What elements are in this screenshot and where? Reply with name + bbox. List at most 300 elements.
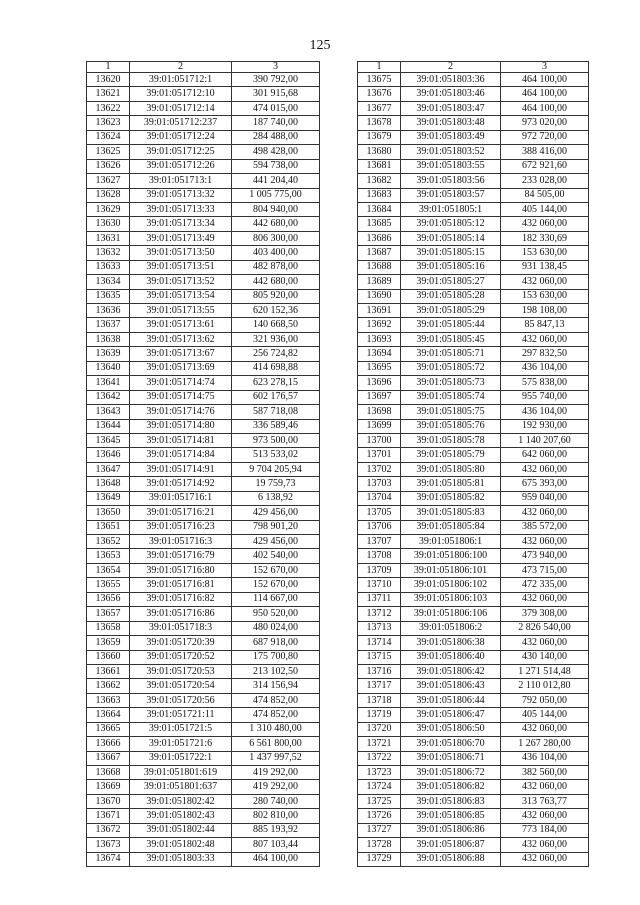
cadastral-number-cell: 39:01:051716:81 <box>130 578 232 592</box>
value-cell: 313 763,77 <box>501 794 589 808</box>
table-row <box>87 636 320 650</box>
value-cell: 1 437 997,52 <box>232 751 320 765</box>
cadastral-number-cell: 39:01:051806:82 <box>401 780 501 794</box>
row-number-cell: 13712 <box>358 607 401 621</box>
table-row <box>87 607 320 621</box>
value-cell: 804 940,00 <box>232 202 320 216</box>
table-row <box>87 751 320 765</box>
cadastral-number-cell: 39:01:051721:5 <box>130 722 232 736</box>
table-row <box>358 289 589 303</box>
row-number-cell: 13659 <box>87 636 130 650</box>
cadastral-number-cell: 39:01:051713:62 <box>130 332 232 346</box>
value-cell: 432 060,00 <box>501 780 589 794</box>
table-row <box>87 246 320 260</box>
table-row <box>87 549 320 563</box>
table-row <box>87 477 320 491</box>
table-row <box>87 101 320 115</box>
value-cell: 798 901,20 <box>232 520 320 534</box>
row-number-cell: 13667 <box>87 751 130 765</box>
cadastral-number-cell: 39:01:051713:33 <box>130 202 232 216</box>
row-number-cell: 13647 <box>87 462 130 476</box>
cadastral-number-cell: 39:01:051801:637 <box>130 780 232 794</box>
value-cell: 885 193,92 <box>232 823 320 837</box>
value-cell: 84 505,00 <box>501 188 589 202</box>
column-header-1: 1 <box>358 62 401 73</box>
table-row <box>87 174 320 188</box>
cadastral-number-cell: 39:01:051714:84 <box>130 448 232 462</box>
column-header-2: 2 <box>130 62 232 73</box>
row-number-cell: 13704 <box>358 491 401 505</box>
cadastral-number-cell: 39:01:051716:21 <box>130 506 232 520</box>
row-number-cell: 13672 <box>87 823 130 837</box>
row-number-cell: 13649 <box>87 491 130 505</box>
cadastral-number-cell: 39:01:051712:24 <box>130 130 232 144</box>
row-number-cell: 13705 <box>358 506 401 520</box>
cadastral-number-cell: 39:01:051714:80 <box>130 419 232 433</box>
cadastral-number-cell: 39:01:051713:51 <box>130 260 232 274</box>
value-cell: 336 589,46 <box>232 419 320 433</box>
row-number-cell: 13721 <box>358 737 401 751</box>
row-number-cell: 13692 <box>358 318 401 332</box>
table-row <box>358 116 589 130</box>
row-number-cell: 13698 <box>358 405 401 419</box>
table-row <box>87 852 320 866</box>
value-cell: 2 110 012,80 <box>501 679 589 693</box>
value-cell: 687 918,00 <box>232 636 320 650</box>
value-cell: 482 878,00 <box>232 260 320 274</box>
table-row <box>87 347 320 361</box>
value-cell: 432 060,00 <box>501 592 589 606</box>
row-number-cell: 13688 <box>358 260 401 274</box>
cadastral-number-cell: 39:01:051802:44 <box>130 823 232 837</box>
table-row <box>87 304 320 318</box>
table-row <box>358 679 589 693</box>
table-row <box>358 751 589 765</box>
column-header-3: 3 <box>232 62 320 73</box>
cadastral-number-cell: 39:01:051713:54 <box>130 289 232 303</box>
value-cell: 575 838,00 <box>501 376 589 390</box>
cadastral-number-cell: 39:01:051803:36 <box>401 73 501 87</box>
row-number-cell: 13661 <box>87 664 130 678</box>
value-cell: 474 852,00 <box>232 708 320 722</box>
value-cell: 432 060,00 <box>501 462 589 476</box>
value-cell: 480 024,00 <box>232 621 320 635</box>
row-number-cell: 13696 <box>358 376 401 390</box>
table-row <box>358 563 589 577</box>
value-cell: 19 759,73 <box>232 477 320 491</box>
table-row <box>358 693 589 707</box>
row-number-cell: 13644 <box>87 419 130 433</box>
cadastral-number-cell: 39:01:051712:1 <box>130 73 232 87</box>
cadastral-number-cell: 39:01:051803:48 <box>401 116 501 130</box>
table-row <box>358 390 589 404</box>
table-row <box>358 636 589 650</box>
table-row <box>87 823 320 837</box>
value-cell: 473 715,00 <box>501 563 589 577</box>
value-cell: 773 184,00 <box>501 823 589 837</box>
cadastral-number-cell: 39:01:051805:15 <box>401 246 501 260</box>
table-row <box>87 563 320 577</box>
table-row <box>87 145 320 159</box>
value-cell: 464 100,00 <box>232 852 320 866</box>
cadastral-number-cell: 39:01:051806:88 <box>401 852 501 866</box>
row-number-cell: 13729 <box>358 852 401 866</box>
row-number-cell: 13646 <box>87 448 130 462</box>
value-cell: 153 630,00 <box>501 289 589 303</box>
table-row <box>358 145 589 159</box>
cadastral-number-cell: 39:01:051806:40 <box>401 650 501 664</box>
value-cell: 805 920,00 <box>232 289 320 303</box>
value-cell: 432 060,00 <box>501 852 589 866</box>
table-row <box>358 737 589 751</box>
row-number-cell: 13645 <box>87 433 130 447</box>
row-number-cell: 13724 <box>358 780 401 794</box>
value-cell: 1 005 775,00 <box>232 188 320 202</box>
value-cell: 672 921,60 <box>501 159 589 173</box>
table-row <box>358 722 589 736</box>
cadastral-number-cell: 39:01:051721:11 <box>130 708 232 722</box>
value-cell: 175 700,80 <box>232 650 320 664</box>
value-cell: 284 488,00 <box>232 130 320 144</box>
value-cell: 385 572,00 <box>501 520 589 534</box>
table-row <box>358 318 589 332</box>
table-row <box>358 794 589 808</box>
table-row <box>87 419 320 433</box>
table-row <box>87 405 320 419</box>
cadastral-number-cell: 39:01:051713:55 <box>130 304 232 318</box>
row-number-cell: 13662 <box>87 679 130 693</box>
row-number-cell: 13633 <box>87 260 130 274</box>
row-number-cell: 13726 <box>358 809 401 823</box>
cadastral-number-cell: 39:01:051806:44 <box>401 693 501 707</box>
row-number-cell: 13625 <box>87 145 130 159</box>
table-row <box>358 708 589 722</box>
row-number-cell: 13653 <box>87 549 130 563</box>
table-row <box>87 737 320 751</box>
row-number-cell: 13727 <box>358 823 401 837</box>
cadastral-number-cell: 39:01:051805:45 <box>401 332 501 346</box>
table-row <box>87 188 320 202</box>
value-cell: 441 204,40 <box>232 174 320 188</box>
cadastral-number-cell: 39:01:051716:1 <box>130 491 232 505</box>
row-number-cell: 13635 <box>87 289 130 303</box>
row-number-cell: 13710 <box>358 578 401 592</box>
cadastral-number-cell: 39:01:051722:1 <box>130 751 232 765</box>
column-header-1: 1 <box>87 62 130 73</box>
value-cell: 474 852,00 <box>232 693 320 707</box>
table-row <box>358 578 589 592</box>
value-cell: 602 176,57 <box>232 390 320 404</box>
value-cell: 1 267 280,00 <box>501 737 589 751</box>
cadastral-number-cell: 39:01:051805:80 <box>401 462 501 476</box>
row-number-cell: 13657 <box>87 607 130 621</box>
value-cell: 419 292,00 <box>232 766 320 780</box>
row-number-cell: 13651 <box>87 520 130 534</box>
table-row <box>358 506 589 520</box>
cadastral-number-cell: 39:01:051713:69 <box>130 361 232 375</box>
value-cell: 464 100,00 <box>501 73 589 87</box>
table-row <box>358 780 589 794</box>
cadastral-number-cell: 39:01:051806:103 <box>401 592 501 606</box>
row-number-cell: 13642 <box>87 390 130 404</box>
value-cell: 429 456,00 <box>232 506 320 520</box>
value-cell: 432 060,00 <box>501 722 589 736</box>
value-cell: 382 560,00 <box>501 766 589 780</box>
table-row <box>358 607 589 621</box>
table-row <box>87 73 320 87</box>
table-row <box>87 376 320 390</box>
table-row <box>358 650 589 664</box>
cadastral-number-cell: 39:01:051803:56 <box>401 174 501 188</box>
value-cell: 959 040,00 <box>501 491 589 505</box>
table-row <box>87 520 320 534</box>
cadastral-number-cell: 39:01:051713:52 <box>130 275 232 289</box>
row-number-cell: 13690 <box>358 289 401 303</box>
value-cell: 403 400,00 <box>232 246 320 260</box>
cadastral-number-cell: 39:01:051803:52 <box>401 145 501 159</box>
cadastral-table-left <box>86 61 320 867</box>
table-row <box>87 231 320 245</box>
table-row <box>87 592 320 606</box>
cadastral-number-cell: 39:01:051713:61 <box>130 318 232 332</box>
value-cell: 806 300,00 <box>232 231 320 245</box>
table-row <box>358 592 589 606</box>
value-cell: 402 540,00 <box>232 549 320 563</box>
row-number-cell: 13693 <box>358 332 401 346</box>
row-number-cell: 13691 <box>358 304 401 318</box>
cadastral-number-cell: 39:01:051806:2 <box>401 621 501 635</box>
cadastral-number-cell: 39:01:051714:91 <box>130 462 232 476</box>
row-number-cell: 13655 <box>87 578 130 592</box>
row-number-cell: 13694 <box>358 347 401 361</box>
value-cell: 432 060,00 <box>501 809 589 823</box>
row-number-cell: 13720 <box>358 722 401 736</box>
value-cell: 114 667,00 <box>232 592 320 606</box>
row-number-cell: 13699 <box>358 419 401 433</box>
table-row <box>87 87 320 101</box>
row-number-cell: 13722 <box>358 751 401 765</box>
row-number-cell: 13681 <box>358 159 401 173</box>
cadastral-number-cell: 39:01:051806:87 <box>401 838 501 852</box>
value-cell: 587 718,08 <box>232 405 320 419</box>
table-header <box>87 62 320 73</box>
value-cell: 280 740,00 <box>232 794 320 808</box>
cadastral-table-right <box>357 61 589 867</box>
value-cell: 1 310 480,00 <box>232 722 320 736</box>
table-row <box>87 679 320 693</box>
row-number-cell: 13697 <box>358 390 401 404</box>
table-row <box>87 448 320 462</box>
cadastral-number-cell: 39:01:051805:81 <box>401 477 501 491</box>
row-number-cell: 13718 <box>358 693 401 707</box>
row-number-cell: 13628 <box>87 188 130 202</box>
value-cell: 301 915,68 <box>232 87 320 101</box>
value-cell: 432 060,00 <box>501 332 589 346</box>
cadastral-number-cell: 39:01:051802:43 <box>130 809 232 823</box>
value-cell: 414 698,88 <box>232 361 320 375</box>
row-number-cell: 13716 <box>358 664 401 678</box>
value-cell: 6 138,92 <box>232 491 320 505</box>
cadastral-number-cell: 39:01:051712:25 <box>130 145 232 159</box>
row-number-cell: 13643 <box>87 405 130 419</box>
value-cell: 973 500,00 <box>232 433 320 447</box>
table-row <box>358 332 589 346</box>
cadastral-number-cell: 39:01:051720:52 <box>130 650 232 664</box>
cadastral-number-cell: 39:01:051714:74 <box>130 376 232 390</box>
value-cell: 198 108,00 <box>501 304 589 318</box>
value-cell: 432 060,00 <box>501 506 589 520</box>
row-number-cell: 13708 <box>358 549 401 563</box>
page-number: 125 <box>309 38 331 53</box>
table-row <box>87 202 320 216</box>
table-row <box>358 477 589 491</box>
cadastral-number-cell: 39:01:051714:75 <box>130 390 232 404</box>
table-row <box>358 405 589 419</box>
row-number-cell: 13663 <box>87 693 130 707</box>
table-row <box>358 766 589 780</box>
row-number-cell: 13660 <box>87 650 130 664</box>
cadastral-number-cell: 39:01:051806:38 <box>401 636 501 650</box>
table-row <box>358 376 589 390</box>
row-number-cell: 13723 <box>358 766 401 780</box>
value-cell: 620 152,36 <box>232 304 320 318</box>
value-cell: 513 533,02 <box>232 448 320 462</box>
value-cell: 390 792,00 <box>232 73 320 87</box>
row-number-cell: 13687 <box>358 246 401 260</box>
value-cell: 256 724,82 <box>232 347 320 361</box>
row-number-cell: 13706 <box>358 520 401 534</box>
row-number-cell: 13675 <box>358 73 401 87</box>
table-row <box>87 506 320 520</box>
value-cell: 297 832,50 <box>501 347 589 361</box>
row-number-cell: 13640 <box>87 361 130 375</box>
value-cell: 464 100,00 <box>501 101 589 115</box>
table-row <box>358 823 589 837</box>
value-cell: 192 930,00 <box>501 419 589 433</box>
cadastral-number-cell: 39:01:051713:32 <box>130 188 232 202</box>
row-number-cell: 13623 <box>87 116 130 130</box>
row-number-cell: 13670 <box>87 794 130 808</box>
cadastral-number-cell: 39:01:051712:14 <box>130 101 232 115</box>
table-row <box>358 246 589 260</box>
cadastral-number-cell: 39:01:051806:83 <box>401 794 501 808</box>
cadastral-number-cell: 39:01:051716:80 <box>130 563 232 577</box>
row-number-cell: 13680 <box>358 145 401 159</box>
cadastral-number-cell: 39:01:051805:76 <box>401 419 501 433</box>
cadastral-number-cell: 39:01:051805:29 <box>401 304 501 318</box>
table-row <box>87 650 320 664</box>
table-row <box>87 217 320 231</box>
cadastral-number-cell: 39:01:051720:53 <box>130 664 232 678</box>
cadastral-number-cell: 39:01:051806:70 <box>401 737 501 751</box>
value-cell: 432 060,00 <box>501 636 589 650</box>
row-number-cell: 13685 <box>358 217 401 231</box>
cadastral-number-cell: 39:01:051802:42 <box>130 794 232 808</box>
value-cell: 1 271 514,48 <box>501 664 589 678</box>
table-row <box>358 347 589 361</box>
table-row <box>87 275 320 289</box>
cadastral-number-cell: 39:01:051714:81 <box>130 433 232 447</box>
table-row <box>358 549 589 563</box>
cadastral-number-cell: 39:01:051713:34 <box>130 217 232 231</box>
row-number-cell: 13622 <box>87 101 130 115</box>
value-cell: 388 416,00 <box>501 145 589 159</box>
row-number-cell: 13665 <box>87 722 130 736</box>
row-number-cell: 13664 <box>87 708 130 722</box>
value-cell: 436 104,00 <box>501 405 589 419</box>
value-cell: 2 826 540,00 <box>501 621 589 635</box>
table-row <box>87 289 320 303</box>
table-row <box>358 174 589 188</box>
table-row <box>358 130 589 144</box>
table-row <box>87 780 320 794</box>
value-cell: 432 060,00 <box>501 275 589 289</box>
row-number-cell: 13637 <box>87 318 130 332</box>
cadastral-number-cell: 39:01:051803:33 <box>130 852 232 866</box>
cadastral-number-cell: 39:01:051806:85 <box>401 809 501 823</box>
row-number-cell: 13656 <box>87 592 130 606</box>
row-number-cell: 13689 <box>358 275 401 289</box>
value-cell: 321 936,00 <box>232 332 320 346</box>
row-number-cell: 13620 <box>87 73 130 87</box>
value-cell: 931 138,45 <box>501 260 589 274</box>
row-number-cell: 13624 <box>87 130 130 144</box>
value-cell: 432 060,00 <box>501 535 589 549</box>
cadastral-number-cell: 39:01:051806:71 <box>401 751 501 765</box>
row-number-cell: 13701 <box>358 448 401 462</box>
cadastral-number-cell: 39:01:051720:39 <box>130 636 232 650</box>
table-row <box>358 852 589 866</box>
row-number-cell: 13654 <box>87 563 130 577</box>
cadastral-number-cell: 39:01:051721:6 <box>130 737 232 751</box>
table-row <box>87 794 320 808</box>
cadastral-number-cell: 39:01:051718:3 <box>130 621 232 635</box>
row-number-cell: 13627 <box>87 174 130 188</box>
row-number-cell: 13714 <box>358 636 401 650</box>
row-number-cell: 13719 <box>358 708 401 722</box>
cadastral-number-cell: 39:01:051716:3 <box>130 535 232 549</box>
cadastral-number-cell: 39:01:051720:54 <box>130 679 232 693</box>
table-row <box>87 838 320 852</box>
value-cell: 436 104,00 <box>501 361 589 375</box>
cadastral-number-cell: 39:01:051806:1 <box>401 535 501 549</box>
cadastral-number-cell: 39:01:051806:43 <box>401 679 501 693</box>
value-cell: 792 050,00 <box>501 693 589 707</box>
table-row <box>87 693 320 707</box>
cadastral-number-cell: 39:01:051716:23 <box>130 520 232 534</box>
value-cell: 314 156,94 <box>232 679 320 693</box>
cadastral-number-cell: 39:01:051805:14 <box>401 231 501 245</box>
row-number-cell: 13650 <box>87 506 130 520</box>
table-row <box>87 433 320 447</box>
row-number-cell: 13668 <box>87 766 130 780</box>
value-cell: 1 140 207,60 <box>501 433 589 447</box>
row-number-cell: 13686 <box>358 231 401 245</box>
table-row <box>87 491 320 505</box>
cadastral-number-cell: 39:01:051806:42 <box>401 664 501 678</box>
table-row <box>358 361 589 375</box>
value-cell: 419 292,00 <box>232 780 320 794</box>
table-row <box>358 664 589 678</box>
cadastral-number-cell: 39:01:051802:48 <box>130 838 232 852</box>
value-cell: 498 428,00 <box>232 145 320 159</box>
row-number-cell: 13671 <box>87 809 130 823</box>
row-number-cell: 13717 <box>358 679 401 693</box>
cadastral-number-cell: 39:01:051716:82 <box>130 592 232 606</box>
value-cell: 152 670,00 <box>232 578 320 592</box>
table-row <box>87 361 320 375</box>
table-row <box>87 462 320 476</box>
